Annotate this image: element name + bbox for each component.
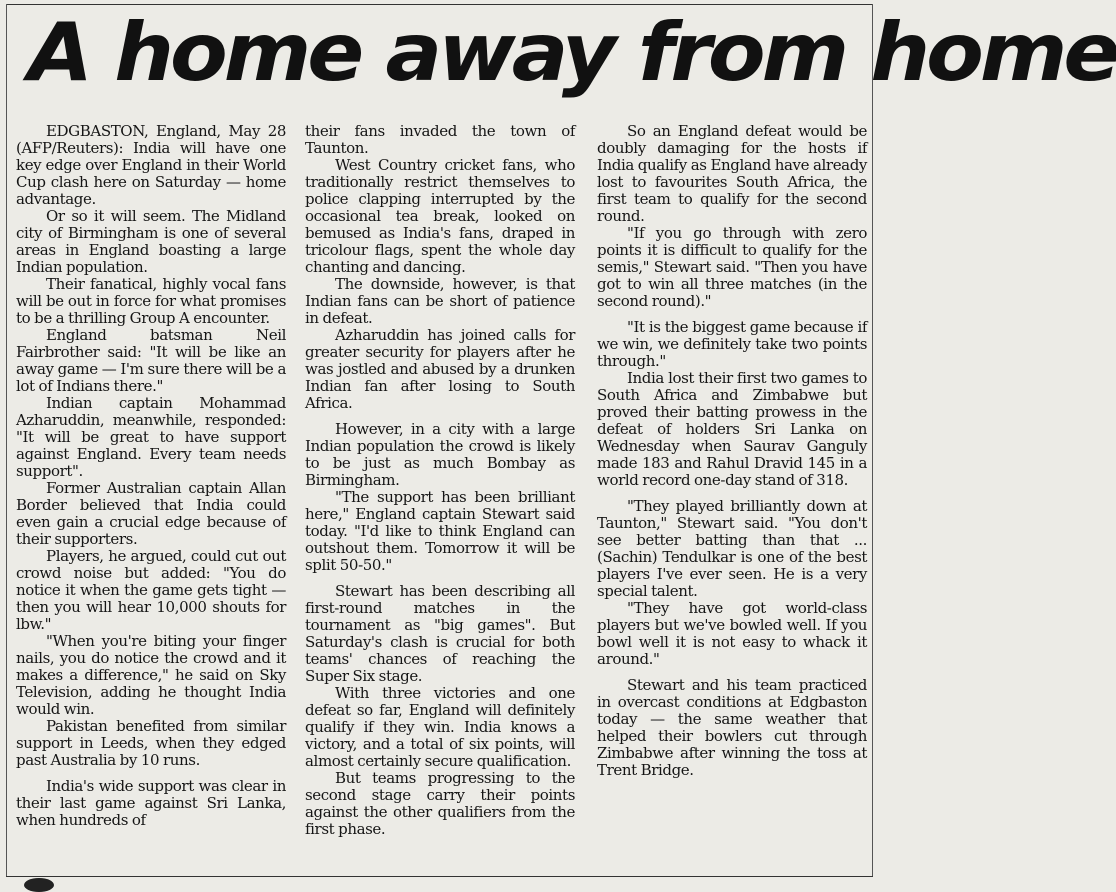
column-2	[305, 123, 575, 838]
article-paragraph: "They have got world-class players but we've bowled well. If you bowl well it is not easy to whack it around."	[597, 599, 867, 668]
article-paragraph: Former Australian captain Allan Border believed that India could even gain a crucial edge because of their supporters.	[16, 479, 286, 548]
article-paragraph: Stewart and his team practiced in overcast conditions at Edgbaston today — the same weather that helped their bowlers cut through Zimbabwe after winning the toss at Trent Bridge.	[597, 676, 867, 779]
article-paragraph: Stewart has been describing all first-round matches in the tournament as "big games". But Saturday's clash is crucial for both teams' chances of reaching the Super Six stage.	[305, 582, 575, 685]
article-paragraph: The downside, however, is that Indian fans can be short of patience in defeat.	[305, 275, 575, 327]
article-paragraph: England batsman Neil Fairbrother said: "It will be like an away game — I'm sure there will be a lot of Indians there."	[16, 326, 286, 395]
article-paragraph: their fans invaded the town of Taunton.	[305, 122, 575, 157]
article-paragraph: "They played brilliantly down at Taunton," Stewart said. "You don't see better batting than that ... (Sachin) Tendulkar is one of the best players I've ever seen. He is a very special talent.	[597, 497, 867, 600]
article-paragraph: "The support has been brilliant here," England captain Stewart said today. "I'd like to think England can outshout them. Tomorrow it will be split 50-50."	[305, 488, 575, 574]
column-1	[16, 123, 286, 829]
headline: A home away from home	[28, 6, 1116, 100]
bottom-rule	[6, 876, 873, 877]
article-paragraph: India's wide support was clear in their last game against Sri Lanka, when hundreds of	[16, 777, 286, 829]
left-rule	[6, 4, 7, 876]
article-paragraph: Players, he argued, could cut out crowd noise but added: "You do notice it when the game gets tight — then you will hear 10,000 shouts for lbw."	[16, 547, 286, 633]
article-paragraph: Indian captain Mohammad Azharuddin, meanwhile, responded: "It will be great to have support against England. Every team needs support".	[16, 394, 286, 480]
article-paragraph: Azharuddin has joined calls for greater security for players after he was jostled and abused by a drunken Indian fan after losing to South Africa.	[305, 326, 575, 412]
article-paragraph: "If you go through with zero points it is difficult to qualify for the semis," Stewart said. "Then you have got to win all three matches (in the second round)."	[597, 224, 867, 310]
article-paragraph: Their fanatical, highly vocal fans will be out in force for what promises to be a thrilling Group A encounter.	[16, 275, 286, 327]
article-paragraph: India lost their first two games to South Africa and Zimbabwe but proved their batting prowess in the defeat of holders Sri Lanka on Wednesday when Saurav Ganguly made 183 and Rahul Dravid 145 in a world record one-day stand of 318.	[597, 369, 867, 489]
right-rule	[872, 4, 873, 876]
article-paragraph: However, in a city with a large Indian population the crowd is likely to be just as much Bombay as Birmingham.	[305, 420, 575, 489]
article-paragraph: EDGBASTON, England, May 28 (AFP/Reuters): India will have one key edge over England in their World Cup clash here on Saturday — home advantage.	[16, 122, 286, 208]
top-rule	[6, 4, 873, 5]
article-paragraph: With three victories and one defeat so far, England will definitely qualify if they win. India knows a victory, and a total of six points, will almost certainly secure qualification.	[305, 684, 575, 770]
article-paragraph: But teams progressing to the second stage carry their points against the other qualifiers from the first phase.	[305, 769, 575, 838]
next-article-logo-fragment	[24, 878, 54, 892]
article-paragraph: Pakistan benefited from similar support in Leeds, when they edged past Australia by 10 runs.	[16, 717, 286, 769]
article-paragraph: So an England defeat would be doubly damaging for the hosts if India qualify as England have already lost to favourites South Africa, the first team to qualify for the second round.	[597, 122, 867, 225]
article-paragraph: "When you're biting your finger nails, you do notice the crowd and it makes a difference," he said on Sky Television, adding he thought India would win.	[16, 632, 286, 718]
article-paragraph: "It is the biggest game because if we win, we definitely take two points through."	[597, 318, 867, 370]
article-paragraph: Or so it will seem. The Midland city of Birmingham is one of several areas in England boasting a large Indian population.	[16, 207, 286, 276]
column-3	[597, 123, 867, 779]
article-paragraph: West Country cricket fans, who traditionally restrict themselves to police clapping interrupted by the occasional tea break, looked on bemused as India's fans, draped in tricolour flags, spent the whole day chanting and dancing.	[305, 156, 575, 276]
